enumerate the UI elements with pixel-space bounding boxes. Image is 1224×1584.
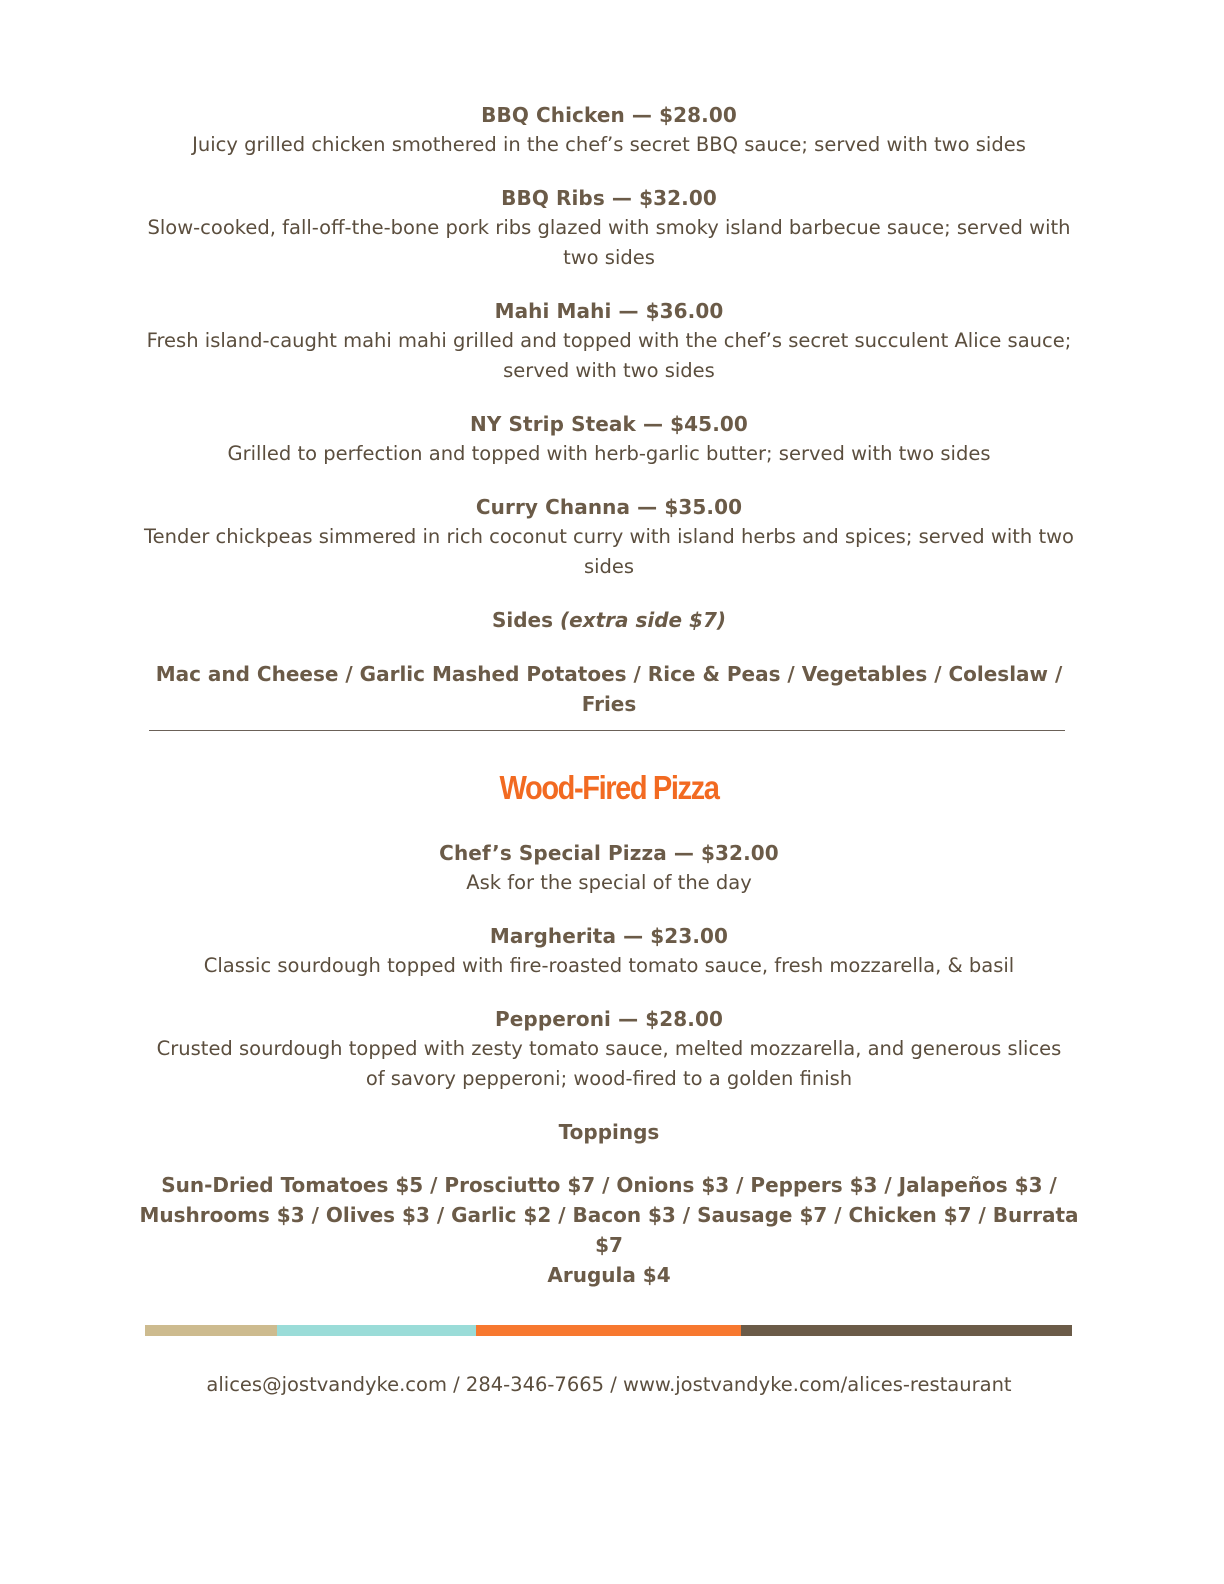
menu-item-bbq-chicken — [145, 100, 1073, 160]
item-description: Crusted sourdough topped with zesty tomato sauce, melted mozzarella, and generous slices of savory pepperoni; wood-fired to a golden finish — [156, 1037, 1062, 1090]
item-title: Curry Channa — $35.00 — [475, 495, 743, 519]
menu-item-ny-strip-steak — [145, 409, 1073, 469]
item-title: Mahi Mahi — $36.00 — [494, 299, 724, 323]
toppings-line: Arugula $4 — [547, 1263, 671, 1287]
sides-note: (extra side $7) — [559, 608, 727, 632]
item-description: Juicy grilled chicken smothered in the chef’s secret BBQ sauce; served with two sides — [192, 133, 1026, 156]
sides-title: Sides — [491, 608, 553, 632]
item-title: Chef’s Special Pizza — $32.00 — [439, 841, 779, 865]
item-title: Pepperoni — $28.00 — [494, 1007, 724, 1031]
item-title: Margherita — $23.00 — [489, 924, 729, 948]
item-title: BBQ Chicken — $28.00 — [481, 103, 737, 127]
item-description: Classic sourdough topped with fire-roasted tomato sauce, fresh mozzarella, & basil — [203, 954, 1015, 977]
color-bar-segment — [145, 1325, 277, 1336]
item-description: Tender chickpeas simmered in rich coconut curry with island herbs and spices; served with two sides — [144, 525, 1074, 578]
section-title-pizza: Wood-Fired Pizza — [499, 769, 719, 806]
item-description: Slow-cooked, fall-off-the-bone pork ribs glazed with smoky island barbecue sauce; served with two sides — [147, 216, 1071, 269]
item-description: Ask for the special of the day — [466, 871, 752, 894]
sides-heading — [145, 605, 1073, 635]
item-description: Fresh island-caught mahi mahi grilled and topped with the chef’s secret succulent Alice sauce; served with two sides — [146, 329, 1072, 382]
color-bar-segment — [277, 1325, 476, 1336]
menu-page — [139, 0, 1079, 1584]
item-description: Grilled to perfection and topped with herb-garlic butter; served with two sides — [227, 442, 991, 465]
toppings-line: Sun-Dried Tomatoes $5 / Prosciutto $7 / Onions $3 / Peppers $3 / Jalapeños $3 / — [161, 1173, 1057, 1197]
menu-item-mahi-mahi — [145, 296, 1073, 386]
menu-item-bbq-ribs — [145, 183, 1073, 273]
menu-item-pepperoni — [145, 1004, 1073, 1094]
section-divider — [149, 730, 1065, 731]
toppings-heading — [145, 1117, 1073, 1147]
toppings-list — [137, 1170, 1081, 1290]
color-bar — [145, 1325, 1072, 1336]
sides-list — [137, 659, 1081, 719]
menu-item-curry-channa — [137, 492, 1081, 582]
toppings-line: Mushrooms $3 / Olives $3 / Garlic $2 / Bacon $3 / Sausage $7 / Chicken $7 / Burrata $7 — [139, 1203, 1079, 1257]
color-bar-segment — [741, 1325, 1072, 1336]
menu-item-margherita — [145, 921, 1073, 981]
item-title: NY Strip Steak — $45.00 — [470, 412, 748, 436]
toppings-title: Toppings — [558, 1120, 660, 1144]
menu-item-chefs-special-pizza — [145, 838, 1073, 898]
footer-contact: alices@jostvandyke.com / 284-346-7665 / www.jostvandyke.com/alices-restaurant — [206, 1373, 1012, 1396]
sides-list-text: Mac and Cheese / Garlic Mashed Potatoes / Rice & Peas / Vegetables / Coleslaw / Fries — [155, 662, 1063, 716]
color-bar-segment — [476, 1325, 741, 1336]
item-title: BBQ Ribs — $32.00 — [501, 186, 717, 210]
